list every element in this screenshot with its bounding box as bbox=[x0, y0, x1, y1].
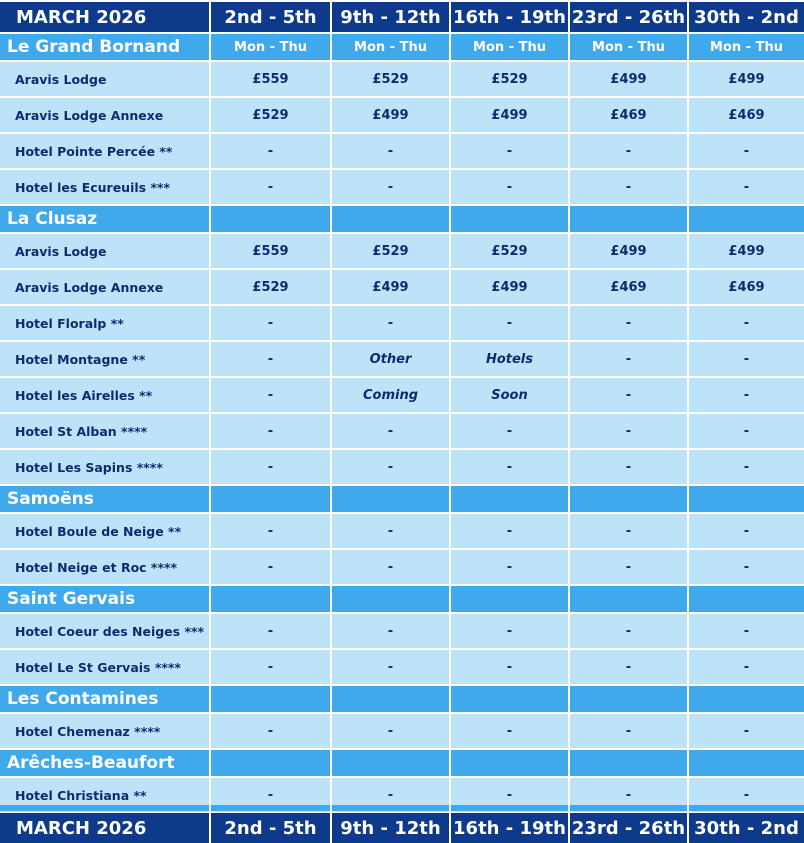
price-value: £469 bbox=[689, 270, 804, 304]
price-value: £499 bbox=[570, 234, 687, 268]
section-spacer bbox=[451, 206, 568, 232]
section-title: Arêches-Beaufort bbox=[0, 750, 209, 776]
section-spacer bbox=[332, 750, 449, 776]
header-row bbox=[0, 2, 804, 32]
price-value: - bbox=[570, 414, 687, 448]
month-title: MARCH 2026 bbox=[0, 2, 209, 32]
strip-segment bbox=[570, 805, 687, 811]
day-range-label: Mon - Thu bbox=[211, 34, 330, 60]
price-value: - bbox=[211, 306, 330, 340]
price-value: - bbox=[332, 650, 449, 684]
price-value: - bbox=[332, 170, 449, 204]
price-value: - bbox=[211, 170, 330, 204]
price-value: - bbox=[570, 306, 687, 340]
table-row bbox=[0, 614, 804, 648]
section-spacer bbox=[451, 686, 568, 712]
day-range-label: Mon - Thu bbox=[570, 34, 687, 60]
price-value: £499 bbox=[689, 234, 804, 268]
hotel-name: Hotel Pointe Percée ** bbox=[0, 134, 209, 168]
section-header-row bbox=[0, 486, 804, 512]
table-row bbox=[0, 650, 804, 684]
price-value: - bbox=[211, 450, 330, 484]
strip-segment bbox=[211, 805, 330, 811]
week-header: 16th - 19th bbox=[451, 2, 568, 32]
week-header: 16th - 19th bbox=[451, 813, 568, 843]
price-value: - bbox=[570, 550, 687, 584]
table-row bbox=[0, 450, 804, 484]
note-text: Other bbox=[332, 342, 449, 376]
day-range-label: Mon - Thu bbox=[689, 34, 804, 60]
table-row bbox=[0, 714, 804, 748]
footer-row bbox=[0, 813, 804, 843]
hotel-name: Hotel Les Sapins **** bbox=[0, 450, 209, 484]
price-value: - bbox=[689, 714, 804, 748]
section-spacer bbox=[332, 206, 449, 232]
table-row bbox=[0, 306, 804, 340]
hotel-name: Hotel St Alban **** bbox=[0, 414, 209, 448]
price-value: - bbox=[689, 414, 804, 448]
hotel-name: Aravis Lodge bbox=[0, 62, 209, 96]
hotel-name: Aravis Lodge Annexe bbox=[0, 270, 209, 304]
price-value: - bbox=[451, 170, 568, 204]
price-value: £499 bbox=[451, 270, 568, 304]
section-header-row bbox=[0, 586, 804, 612]
price-value: - bbox=[689, 378, 804, 412]
hotel-name: Hotel Le St Gervais **** bbox=[0, 650, 209, 684]
section-spacer bbox=[689, 686, 804, 712]
price-value: - bbox=[332, 414, 449, 448]
price-value: £559 bbox=[211, 234, 330, 268]
section-title: La Clusaz bbox=[0, 206, 209, 232]
price-value: - bbox=[689, 514, 804, 548]
table-row bbox=[0, 550, 804, 584]
price-value: - bbox=[451, 550, 568, 584]
price-value: - bbox=[211, 414, 330, 448]
price-value: - bbox=[332, 614, 449, 648]
price-value: - bbox=[570, 170, 687, 204]
price-value: - bbox=[451, 778, 568, 812]
note-text: Coming bbox=[332, 378, 449, 412]
table-row bbox=[0, 378, 804, 412]
price-value: - bbox=[451, 450, 568, 484]
section-spacer bbox=[451, 586, 568, 612]
price-value: - bbox=[332, 514, 449, 548]
price-value: - bbox=[451, 306, 568, 340]
section-spacer bbox=[689, 486, 804, 512]
price-value: £499 bbox=[570, 62, 687, 96]
price-value: - bbox=[211, 514, 330, 548]
section-spacer bbox=[689, 206, 804, 232]
price-value: - bbox=[689, 450, 804, 484]
note-text: Soon bbox=[451, 378, 568, 412]
hotel-name: Aravis Lodge Annexe bbox=[0, 98, 209, 132]
section-spacer bbox=[689, 586, 804, 612]
price-value: - bbox=[570, 714, 687, 748]
price-value: £499 bbox=[332, 98, 449, 132]
price-value: £469 bbox=[689, 98, 804, 132]
hotel-name: Hotel Chemenaz **** bbox=[0, 714, 209, 748]
week-header: 9th - 12th bbox=[332, 2, 449, 32]
section-spacer bbox=[451, 750, 568, 776]
table-row bbox=[0, 134, 804, 168]
price-value: £529 bbox=[211, 98, 330, 132]
week-header: 23rd - 26th bbox=[570, 2, 687, 32]
section-title: Saint Gervais bbox=[0, 586, 209, 612]
section-spacer bbox=[332, 686, 449, 712]
price-value: - bbox=[451, 414, 568, 448]
hotel-name: Hotel Boule de Neige ** bbox=[0, 514, 209, 548]
section-title: Les Contamines bbox=[0, 686, 209, 712]
price-value: - bbox=[689, 170, 804, 204]
section-spacer bbox=[211, 586, 330, 612]
price-value: £469 bbox=[570, 98, 687, 132]
section-header-row bbox=[0, 750, 804, 776]
price-value: - bbox=[211, 614, 330, 648]
table-row bbox=[0, 234, 804, 268]
price-value: - bbox=[570, 342, 687, 376]
table-row bbox=[0, 98, 804, 132]
section-spacer bbox=[451, 486, 568, 512]
table-row bbox=[0, 342, 804, 376]
price-value: £469 bbox=[570, 270, 687, 304]
price-value: - bbox=[451, 514, 568, 548]
hotel-name: Hotel les Airelles ** bbox=[0, 378, 209, 412]
section-spacer bbox=[570, 206, 687, 232]
price-value: £529 bbox=[332, 234, 449, 268]
price-value: - bbox=[570, 378, 687, 412]
week-header: 30th - 2nd bbox=[689, 813, 804, 843]
price-value: £529 bbox=[211, 270, 330, 304]
price-value: - bbox=[211, 778, 330, 812]
price-value: - bbox=[211, 550, 330, 584]
table-row bbox=[0, 514, 804, 548]
section-spacer bbox=[570, 486, 687, 512]
section-spacer bbox=[570, 750, 687, 776]
price-value: - bbox=[689, 550, 804, 584]
price-value: - bbox=[332, 778, 449, 812]
price-value: - bbox=[570, 134, 687, 168]
price-value: - bbox=[689, 650, 804, 684]
price-value: £529 bbox=[332, 62, 449, 96]
price-value: - bbox=[332, 306, 449, 340]
price-value: - bbox=[211, 134, 330, 168]
price-value: - bbox=[689, 306, 804, 340]
hotel-name: Hotel Coeur des Neiges *** bbox=[0, 614, 209, 648]
section-spacer bbox=[570, 686, 687, 712]
section-spacer bbox=[211, 686, 330, 712]
strip-segment bbox=[451, 805, 568, 811]
price-value: £499 bbox=[332, 270, 449, 304]
price-value: £529 bbox=[451, 62, 568, 96]
week-header: 2nd - 5th bbox=[211, 813, 330, 843]
hotel-name: Aravis Lodge bbox=[0, 234, 209, 268]
note-text: Hotels bbox=[451, 342, 568, 376]
price-value: - bbox=[570, 614, 687, 648]
price-value: - bbox=[689, 342, 804, 376]
hotel-name: Hotel Floralp ** bbox=[0, 306, 209, 340]
section-spacer bbox=[570, 586, 687, 612]
price-value: £499 bbox=[689, 62, 804, 96]
section-spacer bbox=[211, 206, 330, 232]
hotel-name: Hotel les Ecureuils *** bbox=[0, 170, 209, 204]
price-value: - bbox=[451, 134, 568, 168]
price-value: - bbox=[451, 614, 568, 648]
price-value: - bbox=[211, 650, 330, 684]
price-value: - bbox=[211, 714, 330, 748]
price-value: - bbox=[332, 550, 449, 584]
week-header: 2nd - 5th bbox=[211, 2, 330, 32]
section-title: Samoëns bbox=[0, 486, 209, 512]
price-value: - bbox=[451, 714, 568, 748]
day-range-label: Mon - Thu bbox=[451, 34, 568, 60]
price-value: - bbox=[689, 134, 804, 168]
table-row bbox=[0, 62, 804, 96]
price-value: - bbox=[689, 614, 804, 648]
week-header: 30th - 2nd bbox=[689, 2, 804, 32]
table-row bbox=[0, 414, 804, 448]
section-header-row bbox=[0, 206, 804, 232]
price-value: - bbox=[451, 650, 568, 684]
hotel-name: Hotel Montagne ** bbox=[0, 342, 209, 376]
price-value: £499 bbox=[451, 98, 568, 132]
section-spacer bbox=[689, 750, 804, 776]
section-header-row bbox=[0, 34, 804, 60]
price-value: - bbox=[570, 778, 687, 812]
section-spacer bbox=[211, 750, 330, 776]
day-range-label: Mon - Thu bbox=[332, 34, 449, 60]
table-row bbox=[0, 170, 804, 204]
hotel-name: Hotel Christiana ** bbox=[0, 778, 209, 812]
strip-segment bbox=[0, 805, 209, 811]
table-row bbox=[0, 270, 804, 304]
week-header: 9th - 12th bbox=[332, 813, 449, 843]
price-value: - bbox=[689, 778, 804, 812]
section-header-row bbox=[0, 686, 804, 712]
hotel-name: Hotel Neige et Roc **** bbox=[0, 550, 209, 584]
strip-segment bbox=[332, 805, 449, 811]
price-value: £559 bbox=[211, 62, 330, 96]
price-value: - bbox=[211, 342, 330, 376]
price-value: - bbox=[211, 378, 330, 412]
footer-strip bbox=[0, 805, 804, 811]
month-title: MARCH 2026 bbox=[0, 813, 209, 843]
strip-segment bbox=[689, 805, 804, 811]
section-spacer bbox=[211, 486, 330, 512]
price-value: - bbox=[570, 650, 687, 684]
section-spacer bbox=[332, 486, 449, 512]
price-value: - bbox=[332, 450, 449, 484]
price-value: - bbox=[570, 450, 687, 484]
week-header: 23rd - 26th bbox=[570, 813, 687, 843]
section-spacer bbox=[332, 586, 449, 612]
price-value: - bbox=[332, 134, 449, 168]
price-value: - bbox=[570, 514, 687, 548]
price-value: - bbox=[332, 714, 449, 748]
section-title: Le Grand Bornand bbox=[0, 34, 209, 60]
price-value: £529 bbox=[451, 234, 568, 268]
